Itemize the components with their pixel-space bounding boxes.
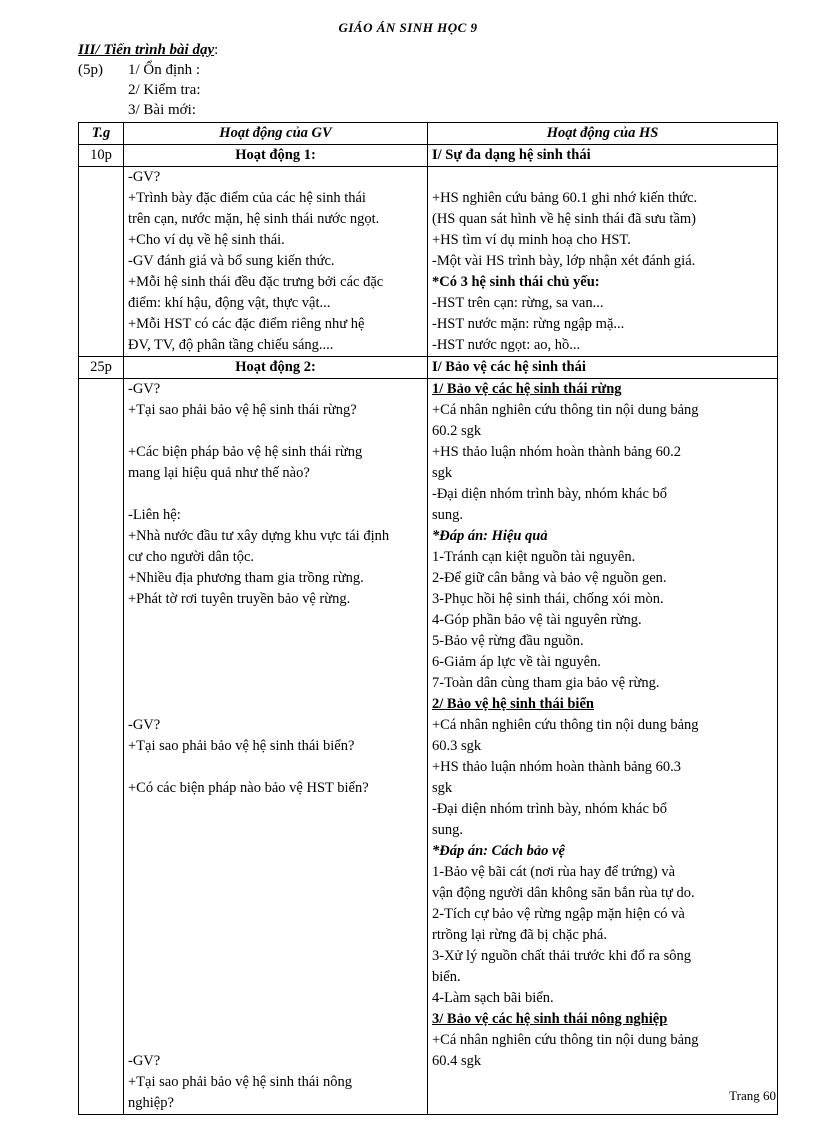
- text-line: +Phát tờ rơi tuyên truyền bảo vệ rừng.: [128, 591, 351, 607]
- text-line: sung.: [432, 822, 464, 838]
- text-line: 2-Để giữ cân bằng và bảo vệ nguồn gen.: [432, 570, 667, 586]
- intro-time: (5p): [78, 62, 103, 78]
- text-line: (HS quan sát hình về hệ sinh thái đã sưu tầm): [432, 211, 696, 227]
- text-line: +HS nghiên cứu bảng 60.1 ghi nhớ kiến thức.: [432, 190, 698, 206]
- time-cell-empty: [79, 167, 124, 357]
- text-line: sung.: [432, 507, 464, 523]
- blank-line: [432, 167, 773, 188]
- text-line: cư cho người dân tộc.: [128, 549, 255, 565]
- text-line: +Tại sao phải bảo vệ hệ sinh thái nông: [128, 1074, 353, 1090]
- blank-line: [128, 988, 423, 1009]
- time-cell: 25p: [79, 357, 124, 379]
- text-line: 1-Bảo vệ bãi cát (nơi rùa hay để trứng) và: [432, 864, 676, 880]
- text-line: trên cạn, nước mặn, hệ sinh thái nước ngọt.: [128, 211, 380, 227]
- blank-line: [128, 484, 423, 505]
- section-heading: *Đáp án: Hiệu quả: [432, 528, 548, 544]
- section-heading-row: [78, 40, 218, 60]
- section-heading: I/ Sự đa dạng hệ sinh thái: [428, 145, 778, 167]
- text-line: -GV?: [128, 381, 161, 397]
- intro-step-2: [78, 80, 218, 100]
- text-line: 5-Bảo vệ rừng đầu nguồn.: [432, 633, 584, 649]
- text-line: -GV?: [128, 717, 161, 733]
- summary-heading: *Có 3 hệ sinh thái chủ yếu:: [432, 274, 600, 290]
- text-line: -Đại diện nhóm trình bày, nhóm khác bổ: [432, 801, 668, 817]
- text-line: +Mỗi HST có các đặc điểm riêng như hệ: [128, 316, 365, 332]
- text-line: sgk: [432, 780, 453, 796]
- section-heading: 2/ Bảo vệ hệ sinh thái biển: [432, 696, 594, 712]
- table-row: [79, 379, 778, 1115]
- table-row: [79, 357, 778, 379]
- text-line: +HS tìm ví dụ minh hoạ cho HST.: [432, 232, 631, 248]
- lesson-intro: [78, 40, 218, 120]
- intro-step-1-label: 1/ Ổn định :: [128, 62, 201, 78]
- blank-line: [128, 925, 423, 946]
- text-line: 2-Tích cự bảo vệ rừng ngập mặn hiện có và: [432, 906, 685, 922]
- text-line: 3-Phục hồi hệ sinh thái, chống xói mòn.: [432, 591, 664, 607]
- text-line: mang lại hiệu quả như thế nào?: [128, 465, 310, 481]
- text-line: nghiệp?: [128, 1095, 174, 1111]
- text-line: -Liên hệ:: [128, 507, 181, 523]
- text-line: rtrồng lại rừng đã bị chặc phá.: [432, 927, 607, 943]
- student-activity-cell: [428, 167, 778, 357]
- text-line: +Mỗi hệ sinh thái đều đặc trưng bởi các đặc: [128, 274, 384, 290]
- blank-line: [128, 841, 423, 862]
- blank-line: [128, 652, 423, 673]
- teacher-activity-cell: [124, 167, 428, 357]
- text-line: +Nhà nước đầu tư xây dựng khu vực tái định: [128, 528, 390, 544]
- text-line: 1-Tránh cạn kiệt nguồn tài nguyên.: [432, 549, 636, 565]
- page-number: Trang 60: [729, 1088, 776, 1103]
- blank-line: [128, 967, 423, 988]
- text-line: biển.: [432, 969, 461, 985]
- text-line: -GV đánh giá và bổ sung kiến thức.: [128, 253, 335, 269]
- section-heading: *Đáp án: Cách bảo vệ: [432, 843, 565, 859]
- blank-line: [128, 1009, 423, 1030]
- blank-line: [128, 904, 423, 925]
- text-line: 4-Làm sạch bãi biển.: [432, 990, 554, 1006]
- section-title: III/ Tiến trình bài dạy: [78, 42, 215, 58]
- text-line: 3-Xử lý nguồn chất thải trước khi đổ ra sông: [432, 948, 691, 964]
- intro-step-1: [78, 60, 218, 80]
- text-line: -HST nước mặn: rừng ngập mặ...: [432, 316, 625, 332]
- text-line: -Đại diện nhóm trình bày, nhóm khác bổ: [432, 486, 668, 502]
- text-line: -GV?: [128, 1053, 161, 1069]
- text-line: +Cá nhân nghiên cứu thông tin nội dung bảng: [432, 1032, 699, 1048]
- text-line: 60.4 sgk: [432, 1053, 482, 1069]
- text-line: -HST trên cạn: rừng, sa van...: [432, 295, 604, 311]
- activity-title: Hoạt động 2:: [124, 357, 428, 379]
- text-line: -HST nước ngọt: ao, hồ...: [432, 337, 581, 353]
- text-line: +Trình bày đặc điểm của các hệ sinh thái: [128, 190, 366, 206]
- text-line: +HS thảo luận nhóm hoàn thành bảng 60.3: [432, 759, 682, 775]
- text-line: ĐV, TV, độ phân tầng chiếu sáng....: [128, 337, 334, 353]
- intro-step-3-label: 3/ Bài mới:: [128, 102, 196, 118]
- text-line: 6-Giảm áp lực về tài nguyên.: [432, 654, 601, 670]
- blank-line: [128, 421, 423, 442]
- blank-line: [128, 820, 423, 841]
- text-line: +Tại sao phải bảo vệ hệ sinh thái rừng?: [128, 402, 357, 418]
- text-line: điểm: khí hậu, động vật, thực vật...: [128, 295, 331, 311]
- page-header: GIÁO ÁN SINH HỌC 9: [338, 20, 478, 35]
- text-line: 4-Góp phần bảo vệ tài nguyên rừng.: [432, 612, 642, 628]
- table-row: [79, 145, 778, 167]
- blank-line: [128, 862, 423, 883]
- intro-step-3: [78, 100, 218, 120]
- text-line: +Cho ví dụ về hệ sinh thái.: [128, 232, 285, 248]
- student-activity-cell: [428, 379, 778, 1115]
- text-line: 60.2 sgk: [432, 423, 482, 439]
- section-heading: 3/ Bảo vệ các hệ sinh thái nông nghiệp: [432, 1011, 668, 1027]
- text-line: +HS thảo luận nhóm hoàn thành bảng 60.2: [432, 444, 682, 460]
- blank-line: [128, 694, 423, 715]
- text-line: +Các biện pháp bảo vệ hệ sinh thái rừng: [128, 444, 363, 460]
- section-heading: 1/ Bảo vệ các hệ sinh thái rừng: [432, 381, 622, 397]
- text-line: -Một vài HS trình bày, lớp nhận xét đánh giá.: [432, 253, 696, 269]
- blank-line: [128, 610, 423, 631]
- text-line: vận động người dân không săn bắn rùa tự do.: [432, 885, 695, 901]
- text-line: +Cá nhân nghiên cứu thông tin nội dung bảng: [432, 402, 699, 418]
- section-heading: I/ Bảo vệ các hệ sinh thái: [428, 357, 778, 379]
- blank-line: [128, 673, 423, 694]
- header-teacher: Hoạt động của GV: [124, 123, 428, 145]
- header-time: T.g: [79, 123, 124, 145]
- blank-line: [128, 883, 423, 904]
- blank-line: [128, 946, 423, 967]
- text-line: +Tại sao phải bảo vệ hệ sinh thái biển?: [128, 738, 355, 754]
- activity-title: Hoạt động 1:: [124, 145, 428, 167]
- text-line: 7-Toàn dân cùng tham gia bảo vệ rừng.: [432, 675, 660, 691]
- teacher-activity-cell: [124, 379, 428, 1115]
- section-colon: :: [214, 42, 219, 58]
- intro-step-2-label: 2/ Kiểm tra:: [128, 82, 201, 98]
- table-row: [79, 167, 778, 357]
- time-cell-empty: [79, 379, 124, 1115]
- text-line: +Cá nhân nghiên cứu thông tin nội dung bảng: [432, 717, 699, 733]
- text-line: +Có các biện pháp nào bảo vệ HST biển?: [128, 780, 369, 796]
- time-cell: 10p: [79, 145, 124, 167]
- blank-line: [128, 799, 423, 820]
- text-line: +Nhiều địa phương tham gia trồng rừng.: [128, 570, 364, 586]
- blank-line: [128, 631, 423, 652]
- lesson-table: [78, 122, 778, 1115]
- text-line: sgk: [432, 465, 453, 481]
- table-header-row: [79, 123, 778, 145]
- blank-line: [128, 757, 423, 778]
- header-student: Hoạt động của HS: [428, 123, 778, 145]
- text-line: 60.3 sgk: [432, 738, 482, 754]
- blank-line: [128, 1030, 423, 1051]
- text-line: -GV?: [128, 169, 161, 185]
